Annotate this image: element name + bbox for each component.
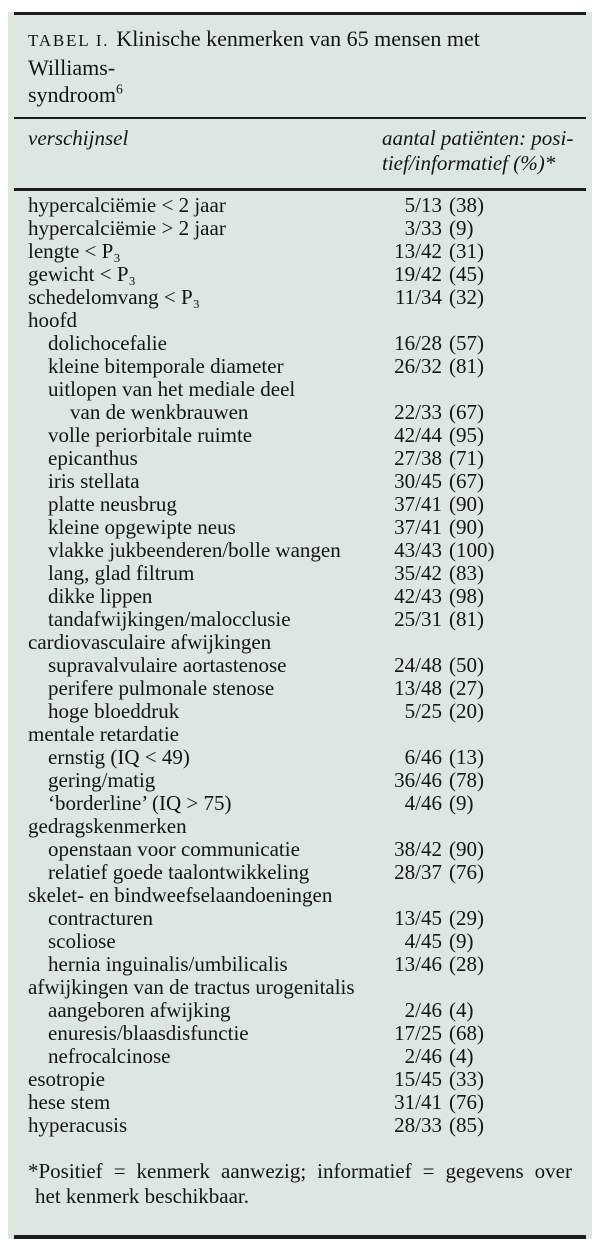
row-value-percent: (67) (449, 469, 484, 493)
row-value (380, 792, 510, 815)
row-value (380, 401, 510, 424)
row-value-percent (442, 309, 510, 332)
row-value-percent: (45) (449, 262, 484, 286)
row-value-fraction: 42/44 (394, 423, 442, 447)
row-label: ernstig (IQ < 49) (48, 745, 190, 769)
row-value (380, 539, 510, 562)
row-value (380, 930, 510, 953)
table-caption-reference: 6 (116, 81, 123, 97)
row-value-percent (442, 815, 510, 838)
row-value-fraction: 35/42 (394, 561, 442, 585)
table-body (14, 191, 586, 1137)
row-value (380, 562, 510, 585)
row-value-percent: (9) (449, 216, 474, 240)
row-label: cardiovasculaire afwijkingen (28, 630, 272, 654)
row-value-fraction: 3/33 (404, 216, 442, 240)
row-value (380, 769, 510, 792)
row-label: gering/matig (48, 768, 156, 792)
table-group-row (14, 815, 586, 838)
row-value (380, 332, 510, 355)
row-label: esotropie (28, 1067, 105, 1091)
row-value-fraction: 5/13 (404, 193, 442, 217)
row-value-percent: (90) (449, 492, 484, 516)
row-value-fraction: 27/38 (394, 446, 442, 470)
row-label: skelet- en bindweefselaandoeningen (28, 883, 333, 907)
table-row (14, 930, 586, 953)
row-label: kleine bitemporale diameter (48, 354, 284, 378)
table-row (14, 286, 586, 309)
row-value (380, 447, 510, 470)
row-label: hypercalciëmie < 2 jaar (28, 193, 226, 217)
table-row (14, 263, 586, 286)
row-label: aangeboren afwijking (48, 998, 231, 1022)
table-caption-word: syndroom (28, 82, 116, 107)
row-value-percent: (71) (449, 446, 484, 470)
row-value-fraction: 28/37 (394, 860, 442, 884)
table-row (14, 838, 586, 861)
row-value-fraction: 13/45 (394, 906, 442, 930)
table-row (14, 470, 586, 493)
row-label: van de wenkbrauwen (70, 400, 249, 424)
table-caption (14, 15, 586, 117)
row-value (380, 631, 510, 654)
row-value-percent (442, 723, 510, 746)
row-value-percent (442, 884, 510, 907)
row-value-fraction: 19/42 (394, 262, 442, 286)
row-value (380, 654, 510, 677)
row-label: gewicht < P₃ (28, 262, 136, 286)
row-value-percent: (76) (449, 1090, 484, 1114)
row-value-fraction: 13/48 (394, 676, 442, 700)
row-label: vlakke jukbeenderen/bolle wangen (48, 538, 341, 562)
row-value-percent (442, 378, 510, 401)
row-value-percent: (90) (449, 837, 484, 861)
row-value-percent: (83) (449, 561, 484, 585)
row-value-percent: (9) (449, 791, 474, 815)
table-row (14, 447, 586, 470)
table-row (14, 585, 586, 608)
row-value-percent: (98) (449, 584, 484, 608)
row-value-fraction: 13/42 (394, 239, 442, 263)
table-row (14, 401, 586, 424)
row-value-fraction (380, 631, 442, 654)
table-group-row (14, 309, 586, 332)
row-value-percent: (31) (449, 239, 484, 263)
row-value-percent: (95) (449, 423, 484, 447)
row-value-fraction: 24/48 (394, 653, 442, 677)
table-row (14, 654, 586, 677)
row-value (380, 286, 510, 309)
row-value-fraction: 26/32 (394, 354, 442, 378)
table-row (14, 493, 586, 516)
row-value-fraction (380, 815, 442, 838)
table-row (14, 1114, 586, 1137)
row-value-fraction: 28/33 (394, 1113, 442, 1137)
column-headers (14, 119, 586, 188)
row-label: kleine opgewipte neus (48, 515, 236, 539)
row-value-fraction (380, 884, 442, 907)
row-value-percent: (13) (449, 745, 484, 769)
table-caption-line1: Klinische kenmerken van 65 mensen met Williams- (28, 26, 480, 80)
row-value (380, 1045, 510, 1068)
row-value-percent: (50) (449, 653, 484, 677)
row-value-percent: (85) (449, 1113, 484, 1137)
row-label: lengte < P₃ (28, 239, 121, 263)
row-label: ‘borderline’ (IQ > 75) (48, 791, 232, 815)
row-label: hese stem (28, 1090, 111, 1114)
table-panel (8, 12, 592, 1239)
row-value-fraction: 17/25 (394, 1021, 442, 1045)
row-value-percent: (4) (449, 998, 474, 1022)
row-value (380, 355, 510, 378)
row-label: dikke lippen (48, 584, 153, 608)
table-row (14, 1091, 586, 1114)
row-label: epicanthus (48, 446, 138, 470)
table-row (14, 677, 586, 700)
row-value (380, 953, 510, 976)
column-header-verschijnsel: verschijnsel (28, 126, 129, 150)
row-value-percent: (29) (449, 906, 484, 930)
row-value (380, 907, 510, 930)
row-value-percent: (100) (449, 538, 495, 562)
row-label: enuresis/blaasdisfunctie (48, 1021, 249, 1045)
table-row (14, 1045, 586, 1068)
row-value (380, 263, 510, 286)
row-value-fraction: 4/46 (404, 791, 442, 815)
row-value-fraction: 38/42 (394, 837, 442, 861)
row-value (380, 194, 510, 217)
row-label: uitlopen van het mediale deel (48, 377, 296, 401)
row-value-fraction: 30/45 (394, 469, 442, 493)
row-value-fraction (380, 309, 442, 332)
row-label: hyperacusis (28, 1113, 128, 1137)
row-label: contracturen (48, 906, 153, 930)
row-value (380, 1068, 510, 1091)
table-row (14, 516, 586, 539)
row-label: supravalvulaire aortastenose (48, 653, 287, 677)
row-value-fraction: 37/41 (394, 515, 442, 539)
row-label: schedelomvang < P₃ (28, 285, 200, 309)
row-label: hernia inguinalis/umbilicalis (48, 952, 288, 976)
row-value-percent (442, 631, 510, 654)
row-value-percent: (32) (449, 285, 484, 309)
table-row (14, 355, 586, 378)
column-header-aantal-line2: tief/informatief (%)* (382, 151, 556, 175)
table-row (14, 700, 586, 723)
row-value (380, 677, 510, 700)
row-value-percent: (57) (449, 331, 484, 355)
column-header-aantal-line1: aantal patiënten: posi- (382, 126, 574, 150)
row-value (380, 976, 510, 999)
row-value-fraction (380, 976, 442, 999)
row-value-fraction: 16/28 (394, 331, 442, 355)
row-value (380, 884, 510, 907)
row-value-percent (442, 976, 510, 999)
table-row (14, 907, 586, 930)
row-value-percent: (9) (449, 929, 474, 953)
row-label: hypercalciëmie > 2 jaar (28, 216, 226, 240)
row-value-percent: (27) (449, 676, 484, 700)
row-value (380, 309, 510, 332)
row-value-fraction: 2/46 (404, 998, 442, 1022)
row-label: dolichocefalie (48, 331, 167, 355)
row-value (380, 493, 510, 516)
row-value (380, 1022, 510, 1045)
row-label: hoofd (28, 308, 77, 332)
table-group-row (14, 631, 586, 654)
row-value (380, 746, 510, 769)
table-group-row (14, 976, 586, 999)
row-value-fraction: 4/45 (404, 929, 442, 953)
row-value-fraction: 13/46 (394, 952, 442, 976)
row-value (380, 516, 510, 539)
row-value-fraction: 43/43 (394, 538, 442, 562)
table-row (14, 861, 586, 884)
row-label: lang, glad filtrum (48, 561, 195, 585)
row-label: iris stellata (48, 469, 140, 493)
row-value (380, 861, 510, 884)
table-row (14, 240, 586, 263)
row-value-fraction (380, 723, 442, 746)
row-label: tandafwijkingen/malocclusie (48, 607, 291, 631)
row-value-fraction: 37/41 (394, 492, 442, 516)
row-value (380, 1091, 510, 1114)
row-value-percent: (90) (449, 515, 484, 539)
table-footnote (28, 1159, 572, 1235)
row-value (380, 700, 510, 723)
table-frame (14, 12, 586, 1239)
row-value-percent: (81) (449, 354, 484, 378)
table-row (14, 999, 586, 1022)
footnote-line2: het kenmerk beschikbaar. (35, 1184, 249, 1208)
row-value-percent: (4) (449, 1044, 474, 1068)
table-group-row (14, 378, 586, 401)
row-value-fraction: 42/43 (394, 584, 442, 608)
row-value-percent: (67) (449, 400, 484, 424)
row-label: nefrocalcinose (48, 1044, 171, 1068)
row-label: platte neusbrug (48, 492, 177, 516)
row-label: volle periorbitale ruimte (48, 423, 253, 447)
table-row (14, 539, 586, 562)
table-row (14, 953, 586, 976)
row-label: mentale retardatie (28, 722, 179, 746)
row-value (380, 723, 510, 746)
table-row (14, 792, 586, 815)
row-value-fraction: 31/41 (394, 1090, 442, 1114)
row-label: openstaan voor communicatie (48, 837, 300, 861)
row-value (380, 378, 510, 401)
row-value-percent: (76) (449, 860, 484, 884)
row-label: hoge bloeddruk (48, 699, 180, 723)
row-value-percent: (81) (449, 607, 484, 631)
table-row (14, 424, 586, 447)
row-label: relatief goede taalontwikkeling (48, 860, 310, 884)
table-number: TABEL I. (28, 31, 110, 50)
table-row (14, 769, 586, 792)
row-label: gedragskenmerken (28, 814, 187, 838)
row-value-fraction: 15/45 (394, 1067, 442, 1091)
row-value-percent: (38) (449, 193, 484, 217)
row-value-fraction: 36/46 (394, 768, 442, 792)
row-value-percent: (28) (449, 952, 484, 976)
row-value (380, 608, 510, 631)
row-value-fraction: 6/46 (404, 745, 442, 769)
row-label: perifere pulmonale stenose (48, 676, 275, 700)
footnote-line1: *Positief = kenmerk aanwezig; informatief = gegevens over (28, 1159, 572, 1183)
row-value-fraction: 11/34 (394, 285, 442, 309)
row-label: scoliose (48, 929, 116, 953)
row-value-percent: (33) (449, 1067, 484, 1091)
row-value (380, 424, 510, 447)
table-row (14, 1022, 586, 1045)
row-value-fraction (380, 378, 442, 401)
table-caption-line2 (28, 81, 572, 108)
row-value (380, 240, 510, 263)
row-label: afwijkingen van de tractus urogenitalis (28, 975, 355, 999)
row-value (380, 470, 510, 493)
column-header-aantal-patienten (382, 126, 572, 176)
row-value (380, 1114, 510, 1137)
row-value-percent: (20) (449, 699, 484, 723)
table-row (14, 746, 586, 769)
table-row (14, 217, 586, 240)
row-value (380, 815, 510, 838)
table-row (14, 1068, 586, 1091)
row-value-fraction: 22/33 (394, 400, 442, 424)
row-value-fraction: 2/46 (404, 1044, 442, 1068)
table-group-row (14, 723, 586, 746)
table-row (14, 194, 586, 217)
row-value (380, 217, 510, 240)
row-value (380, 999, 510, 1022)
row-value (380, 838, 510, 861)
table-row (14, 608, 586, 631)
row-value-percent: (68) (449, 1021, 484, 1045)
table-group-row (14, 884, 586, 907)
table-row (14, 332, 586, 355)
table-row (14, 562, 586, 585)
row-value-fraction: 5/25 (404, 699, 442, 723)
row-value (380, 585, 510, 608)
row-value-percent: (78) (449, 768, 484, 792)
row-value-fraction: 25/31 (394, 607, 442, 631)
